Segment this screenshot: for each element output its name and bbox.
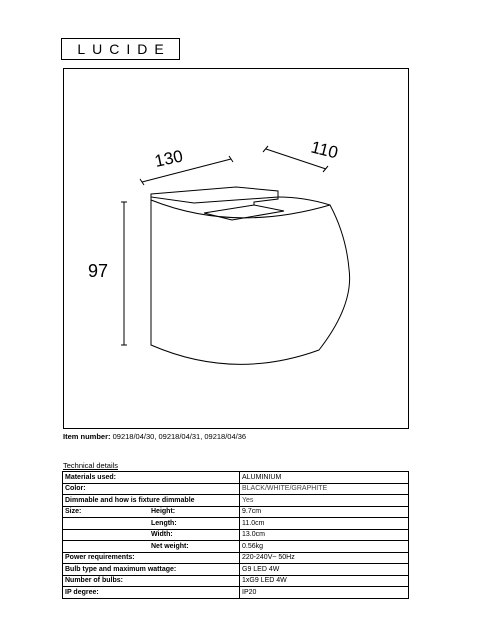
spec-label: Size: [65, 508, 82, 516]
spec-label-cell: Materials used: [63, 472, 240, 484]
spec-label [65, 542, 151, 551]
spec-value: BLACK/WHITE/GRAPHITE [240, 483, 409, 495]
spec-value: ALUMINIUM [240, 472, 409, 484]
spec-row [63, 552, 409, 564]
item-number-label: Item number: [63, 432, 111, 441]
spec-row [63, 506, 409, 518]
dimension-label-depth: 110 [309, 137, 340, 163]
spec-label-cell: IP degree: [63, 587, 240, 599]
spec-value: 13.0cm [240, 529, 409, 541]
spec-sublabel: Width: [151, 531, 173, 539]
spec-label-cell [63, 541, 240, 553]
spec-value: 11.0cm [240, 518, 409, 530]
spec-label [65, 530, 151, 539]
lucide-logo: LUCIDE [61, 38, 180, 60]
dimension-label-width: 130 [152, 146, 185, 171]
spec-value: 9.7cm [240, 506, 409, 518]
wall-lamp-drawing [64, 69, 410, 430]
spec-value: 0.56kg [240, 541, 409, 553]
dimension-label-height: 97 [88, 261, 109, 281]
spec-label [65, 519, 151, 528]
spec-sublabel: Length: [151, 519, 177, 527]
spec-label-cell: Number of bulbs: [63, 575, 240, 587]
spec-row [63, 587, 409, 599]
spec-label-cell [63, 518, 240, 530]
spec-label-cell: Color: [63, 483, 240, 495]
item-number-line [63, 432, 246, 441]
spec-value: Yes [240, 495, 409, 507]
spec-value: G9 LED 4W [240, 564, 409, 576]
spec-label-cell: Bulb type and maximum wattage: [63, 564, 240, 576]
spec-row [63, 495, 409, 507]
spec-label-cell: Power requirements: [63, 552, 240, 564]
product-drawing [63, 68, 409, 429]
item-number-codes: 09218/04/30, 09218/04/31, 09218/04/36 [112, 432, 247, 441]
spec-row [63, 541, 409, 553]
spec-row [63, 483, 409, 495]
spec-value: IP20 [240, 587, 409, 599]
spec-label-cell: Dimmable and how is fixture dimmable [63, 495, 240, 507]
lamp-top-plate [151, 187, 278, 203]
spec-value: 1xG9 LED 4W [240, 575, 409, 587]
spec-sublabel: Net weight: [151, 542, 189, 550]
spec-row [63, 564, 409, 576]
spec-row [63, 575, 409, 587]
spec-value: 220-240V~ 50Hz [240, 552, 409, 564]
spec-row [63, 518, 409, 530]
technical-details-title: Technical details [63, 461, 119, 470]
spec-row [63, 472, 409, 484]
spec-label-cell [63, 529, 240, 541]
spec-label-cell [63, 506, 240, 518]
technical-details-table [62, 471, 409, 599]
lamp-body [151, 197, 350, 364]
spec-row [63, 529, 409, 541]
spec-sublabel: Height: [151, 508, 176, 516]
